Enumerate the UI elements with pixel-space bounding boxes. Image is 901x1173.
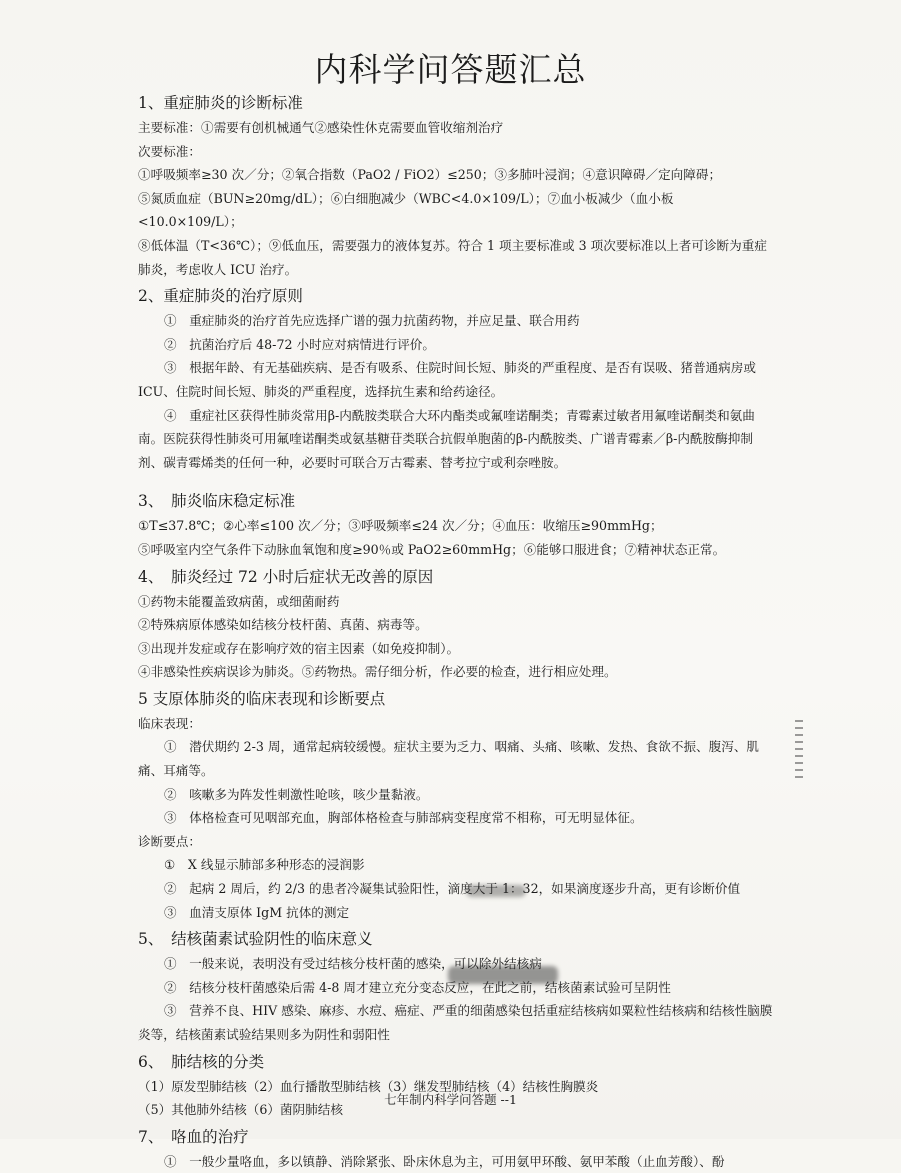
paragraph: ② 起病 2 周后，约 2/3 的患者冷凝集试验阳性，滴度大于 1：32，如果滴度逐步升高，更有诊断价值 bbox=[164, 881, 741, 897]
section-heading: 4、 肺炎经过 72 小时后症状无改善的原因 bbox=[138, 567, 434, 586]
page-footer: 七年制内科学问答题 --1 bbox=[384, 1092, 517, 1107]
page-title: 内科学问答题汇总 bbox=[314, 50, 587, 89]
paragraph: （5）其他肺外结核（6）菌阴肺结核 bbox=[138, 1102, 343, 1118]
section-heading: 5、 结核菌素试验阴性的临床意义 bbox=[138, 930, 373, 949]
scan-artifact bbox=[795, 720, 803, 780]
paragraph: ② 咳嗽多为阵发性刺激性呛咳，咳少量黏液。 bbox=[164, 786, 429, 802]
paragraph: ② 抗菌治疗后 48-72 小时应对病情进行评价。 bbox=[164, 336, 435, 352]
paragraph: ① 潜伏期约 2-3 周，通常起病较缓慢。症状主要为乏力、咽痛、头痛、咳嗽、发热、食欲不振、腹泻、肌痛、耳痛等。 bbox=[138, 739, 760, 779]
paragraph: ③ 营养不良、HIV 感染、麻疹、水痘、癌症、严重的细菌感染包括重症结核病如粟粒性结核病和结核性脑膜炎等，结核菌素试验结果则多为阴性和弱阳性 bbox=[138, 1003, 773, 1042]
paragraph: ⑧低体温（T<36℃）；⑨低血压，需要强力的液体复苏。符合 1 项主要标准或 3 项次要标准以上者可诊断为重症肺炎，考虑收人 ICU 治疗。 bbox=[138, 237, 767, 277]
paragraph: ① X 线显示肺部多种形态的浸润影 bbox=[164, 857, 365, 873]
paragraph: ③出现并发症或存在影响疗效的宿主因素（如免疫抑制）。 bbox=[138, 640, 460, 656]
paragraph: ⑤氮质血症（BUN≥20mg/dL）；⑥白细胞减少（WBC<4.0×109/L）；⑦血小板减少（血小板<10.0×109/L）； bbox=[138, 190, 674, 230]
paragraph: ① 重症肺炎的治疗首先应选择广谱的强力抗菌药物，并应足量、联合用药 bbox=[164, 313, 580, 329]
paragraph: ①T≤37.8℃；②心率≤100 次／分；③呼吸频率≤24 次／分；④血压：收缩压≥90mmHg； bbox=[138, 518, 663, 534]
paragraph: 主要标准：①需要有创机械通气②感染性休克需要血管收缩剂治疗 bbox=[138, 120, 504, 135]
paragraph: ③ 体格检查可见咽部充血，胸部体格检查与肺部病变程度常不相称，可无明显体征。 bbox=[164, 810, 643, 826]
section-heading: 6、 肺结核的分类 bbox=[138, 1052, 265, 1071]
section-heading: 2、重症肺炎的治疗原则 bbox=[138, 287, 303, 306]
paragraph: 临床表现： bbox=[138, 715, 201, 731]
section-heading: 3、 肺炎临床稳定标准 bbox=[138, 492, 296, 511]
paragraph: ③ 根据年龄、有无基础疾病、是否有吸系、住院时间长短、肺炎的严重程度、是否有误吸、猪普通病房或 ICU、住院时间长短、肺炎的严重程度，选择抗生素和给药途径。 bbox=[138, 360, 756, 399]
paragraph: 诊断要点： bbox=[138, 833, 201, 849]
section-heading: 1、重症肺炎的诊断标准 bbox=[138, 94, 303, 112]
paragraph: ① 一般来说，表明没有受过结核分枝杆菌的感染，可以除外结核病 bbox=[164, 956, 542, 972]
section-heading: 5 支原体肺炎的临床表现和诊断要点 bbox=[138, 689, 386, 708]
paragraph: ①药物未能覆盖致病菌，或细菌耐药 bbox=[138, 593, 340, 609]
section-heading: 7、 咯血的治疗 bbox=[138, 1127, 249, 1146]
ink-smudge bbox=[448, 966, 558, 984]
paragraph: ③ 血清支原体 IgM 抗体的测定 bbox=[164, 904, 350, 920]
paragraph: ② 结核分枝杆菌感染后需 4-8 周才建立充分变态反应，在此之前，结核菌素试验可呈阴性 bbox=[164, 979, 671, 995]
paragraph: （1）原发型肺结核（2）血行播散型肺结核（3）继发型肺结核（4）结核性胸膜炎 bbox=[138, 1078, 599, 1094]
paragraph: ① 一般少量咯血，多以镇静、消除紧张、卧床休息为主，可用氨甲环酸、氨甲苯酸（止血芳酸）、酚 bbox=[164, 1153, 725, 1169]
paragraph: ④非感染性疾病误诊为肺炎。⑤药物热。需仔细分析，作必要的检查，进行相应处理。 bbox=[138, 664, 617, 680]
ink-smudge bbox=[466, 885, 526, 897]
paragraph: 次要标准： bbox=[138, 143, 201, 159]
paragraph: ④ 重症社区获得性肺炎常用β-内酰胺类联合大环内酯类或氟喹诺酮类；青霉素过敏者用氟喹诺酮类和氨曲南。医院获得性肺炎可用氟喹诺酮类或氨基糖苷类联合抗假单胞菌的β-内酰胺类、广谱青霉素／β-内酰胺酶抑制剂、碳青霉烯类的任何一种，必要时可联合万古霉素、替考拉宁或利奈唑胺。 bbox=[138, 407, 755, 470]
paragraph: ①呼吸频率≥30 次／分；②氧合指数（PaO2 / FiO2）≤250；③多肺叶浸润；④意识障碍／定向障碍； bbox=[138, 167, 722, 183]
paragraph: ⑤呼吸室内空气条件下动脉血氧饱和度≥90％或 PaO2≥60mmHg；⑥能够口服进食；⑦精神状态正常。 bbox=[138, 541, 726, 557]
paragraph: ②特殊病原体感染如结核分枝杆菌、真菌、病毒等。 bbox=[138, 617, 428, 633]
document-body bbox=[138, 88, 778, 1173]
